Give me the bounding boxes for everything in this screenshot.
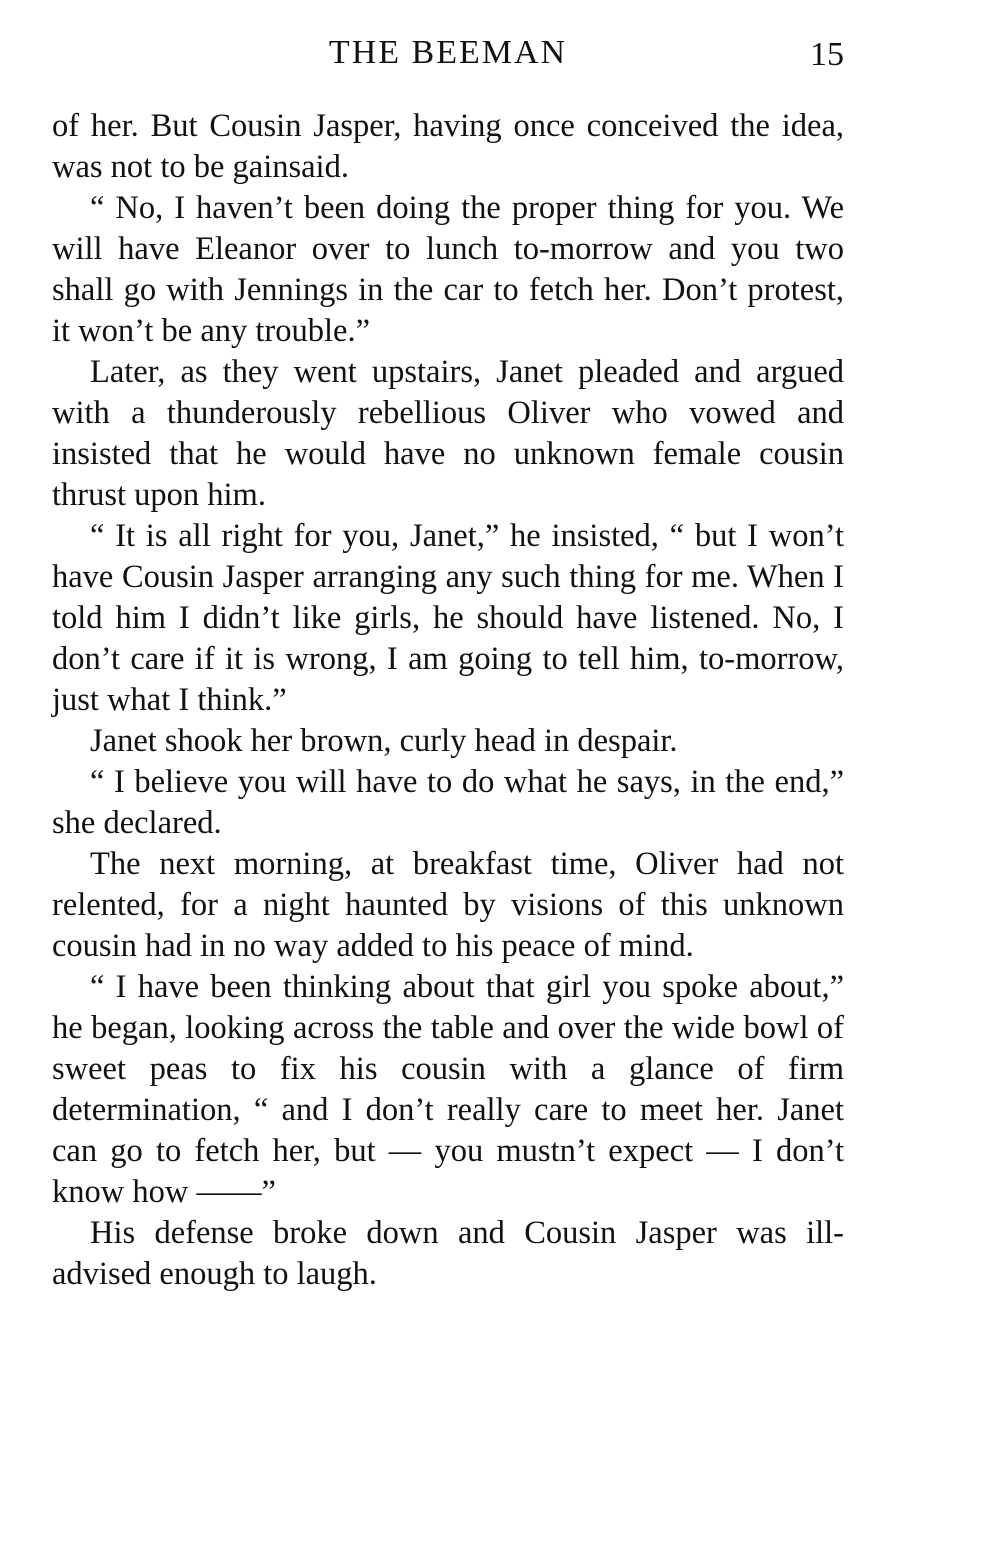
paragraph: “ I believe you will have to do what he says, in the end,” she declared. (52, 764, 844, 841)
body-text (52, 106, 844, 1295)
running-title: THE BEEMAN (328, 34, 568, 71)
paragraph: Janet shook her brown, curly head in despair. (90, 723, 678, 759)
paragraph: “ It is all right for you, Janet,” he insisted, “ but I won’t have Cousin Jasper arranging any such thing for me. When I told him I didn’t like girls, he should have listened. No, I don’t care if it is wrong, I am going to tell him, to-morrow, just what I think.” (52, 518, 844, 718)
paragraph: “ I have been thinking about that girl you spoke about,” he began, looking across the table and over the wide bowl of sweet peas to fix his cousin with a glance of firm determination, “ and I don’t really care to meet her. Janet can go to fetch her, but — you mustn’t expect — I don’t know how ——” (52, 969, 844, 1210)
paragraph: of her. But Cousin Jasper, having once conceived the idea, was not to be gainsaid. (52, 108, 844, 185)
page-number: 15 (810, 36, 844, 73)
paragraph: Later, as they went upstairs, Janet pleaded and argued with a thunderously rebellious Oliver who vowed and insisted that he would have no unknown female cousin thrust upon him. (52, 354, 844, 513)
paragraph: The next morning, at breakfast time, Oliver had not relented, for a night haunted by visions of this unknown cousin had in no way added to his peace of mind. (52, 846, 844, 964)
paragraph: His defense broke down and Cousin Jasper was ill-advised enough to laugh. (52, 1215, 844, 1292)
paragraph: “ No, I haven’t been doing the proper thing for you. We will have Eleanor over to lunch to-morrow and you two shall go with Jennings in the car to fetch her. Don’t protest, it won’t be any trouble.” (52, 190, 844, 349)
running-head (52, 30, 844, 76)
